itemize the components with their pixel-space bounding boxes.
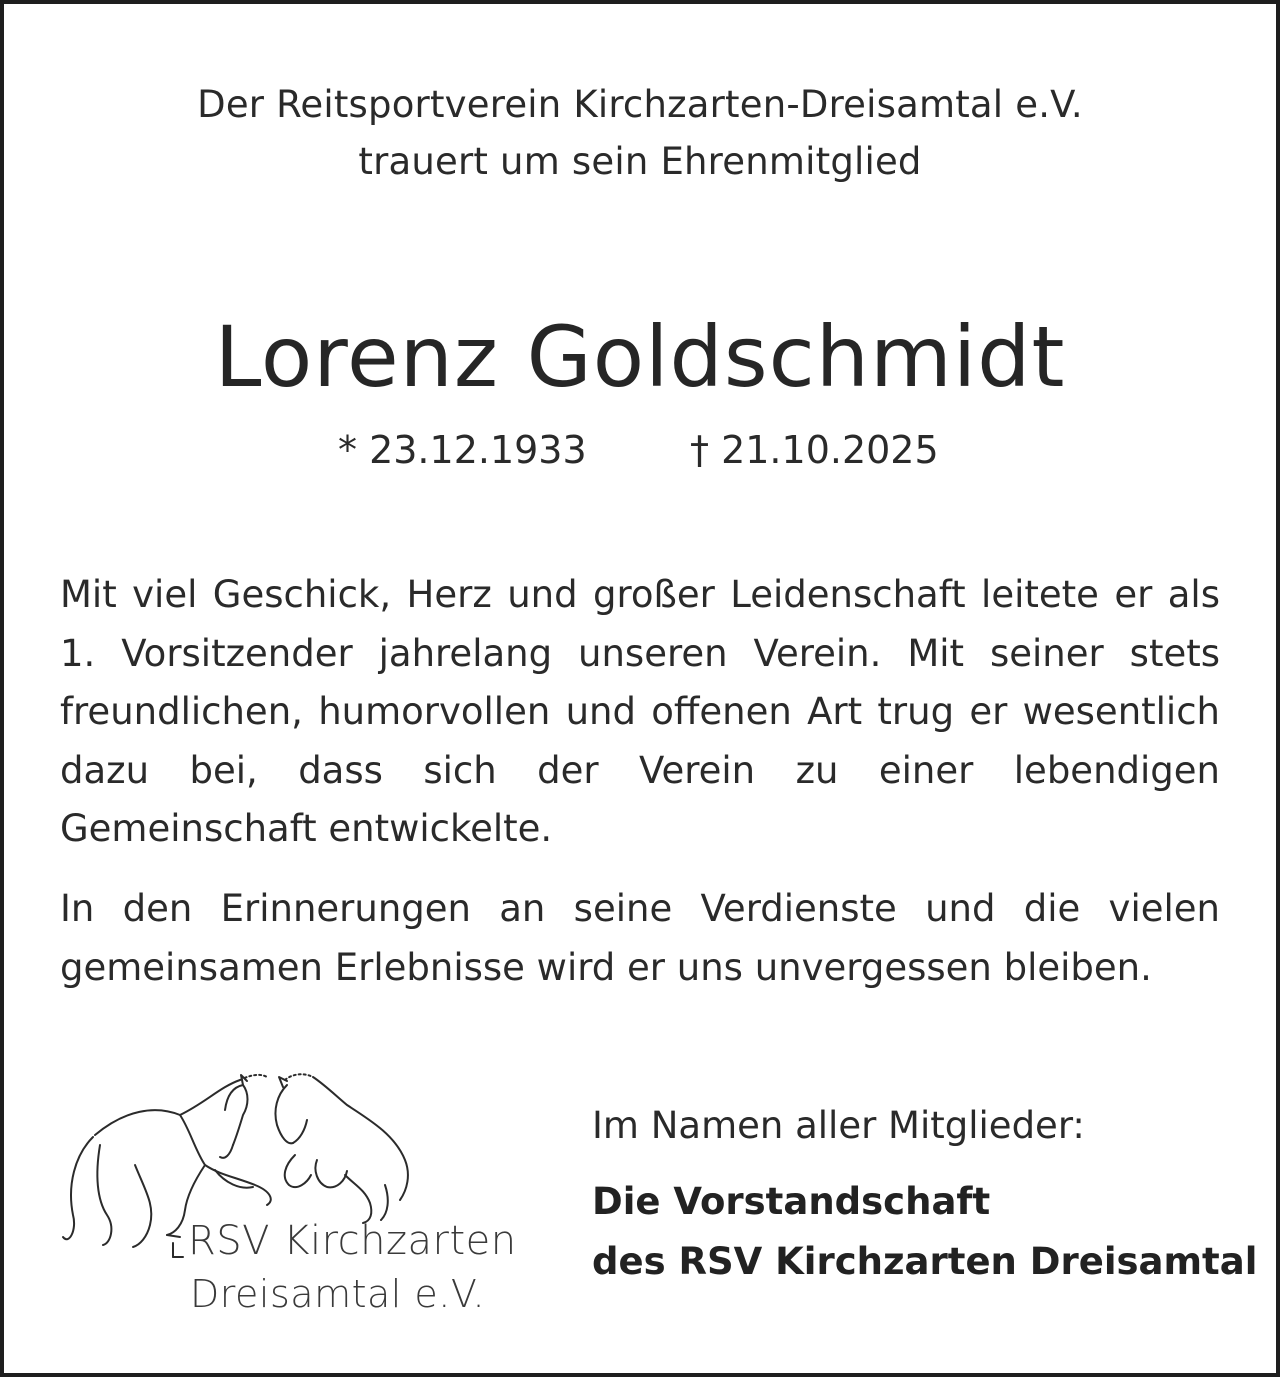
deceased-name: Lorenz Goldschmidt xyxy=(214,308,1066,406)
death-date: † 21.10.2025 xyxy=(690,428,939,472)
logo-name-line-2: Dreisamtal e.V. xyxy=(190,1272,486,1316)
signature-line-2: des RSV Kirchzarten Dreisamtal xyxy=(592,1240,1258,1283)
signature-intro: Im Namen aller Mitglieder: xyxy=(592,1104,1085,1147)
logo-name-line-1: RSV Kirchzarten xyxy=(188,1218,517,1264)
intro-line-1: Der Reitsportverein Kirchzarten-Dreisamtal e.V. xyxy=(197,83,1083,126)
tribute-paragraph-2: In den Erinnerungen an seine Verdienste und die vielen gemeinsamen Erlebnisse wird er uns unvergessen bleiben. xyxy=(60,887,1220,989)
birth-date: * 23.12.1933 xyxy=(338,428,587,472)
intro-line-2: trauert um sein Ehrenmitglied xyxy=(358,140,922,183)
tribute-paragraph-1: Mit viel Geschick, Herz und großer Leidenschaft leitete er als 1. Vorsitzender jahrelang unseren Verein. Mit seiner stets freundlichen, humorvollen und offenen Art trug er wesentlich dazu bei, dass sich der Verein zu einer lebendigen Gemeinschaft entwickelte. xyxy=(60,573,1220,850)
signature-line-1: Die Vorstandschaft xyxy=(592,1180,991,1223)
